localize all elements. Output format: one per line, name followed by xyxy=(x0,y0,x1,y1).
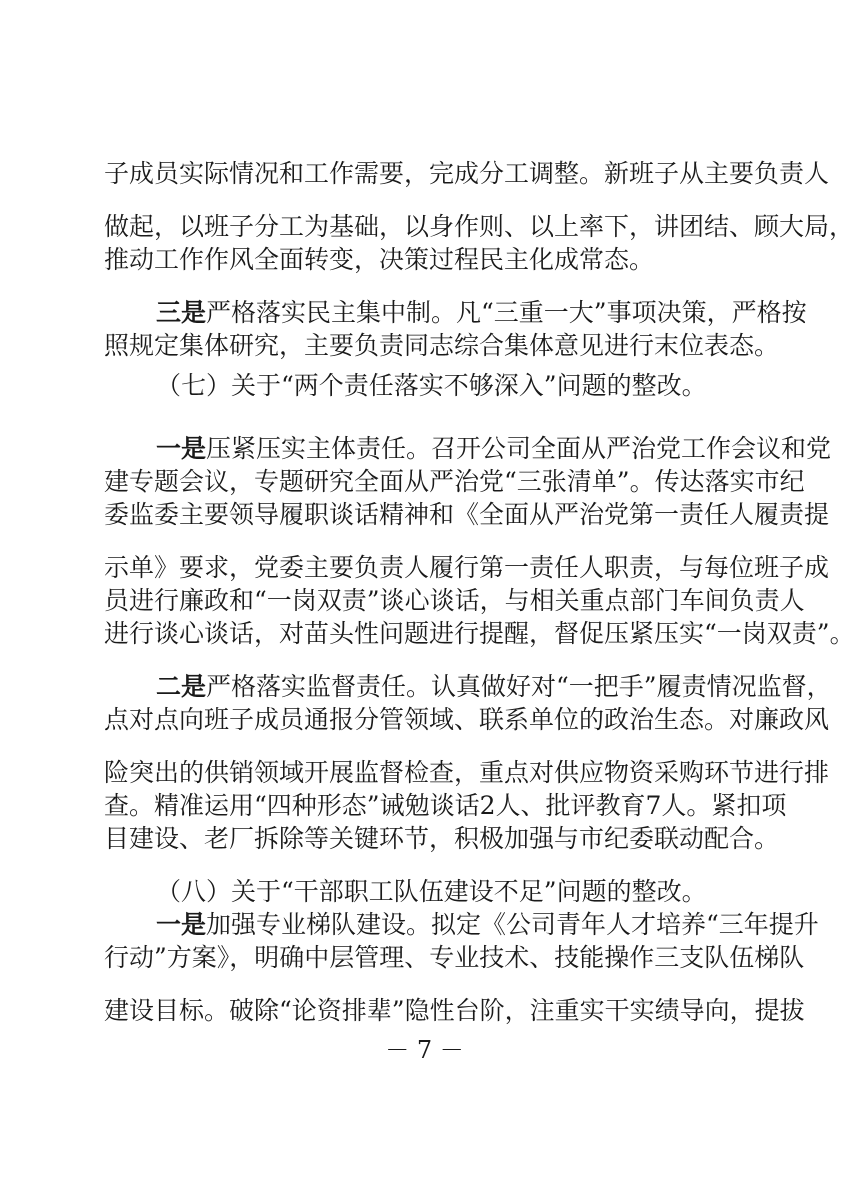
paragraph-first-line: 三是严格落实民主集中制。凡“三重一大”事项决策，严格按 xyxy=(156,298,807,327)
paragraph-lead: 二是 xyxy=(156,672,207,701)
body-text-line: 照规定集体研究，主要负责同志综合集体意见进行末位表态。 xyxy=(104,331,780,360)
paragraph-first-line: 二是严格落实监督责任。认真做好对“一把手”履责情况监督， xyxy=(156,672,832,701)
page-number: － 7 － xyxy=(385,1036,464,1064)
body-text-line: 子成员实际情况和工作需要，完成分工调整。新班子从主要负责人 xyxy=(104,159,830,188)
section-heading: （七）关于“两个责任落实不够深入”问题的整改。 xyxy=(156,371,707,400)
body-text-line: 委监委主要领导履职谈话精神和《全面从严治党第一责任人履责提 xyxy=(104,500,830,529)
section-heading: （八）关于“干部职工队伍建设不足”问题的整改。 xyxy=(156,877,707,906)
body-text-line: 建专题会议，专题研究全面从严治党“三张清单”。传达落实市纪 xyxy=(104,467,805,496)
body-text-line: 目建设、老厂拆除等关键环节，积极加强与市纪委联动配合。 xyxy=(104,824,780,853)
paragraph-lead: 三是 xyxy=(156,298,207,327)
paragraph-first-line: 一是压紧压实主体责任。召开公司全面从严治党工作会议和党 xyxy=(156,434,832,463)
body-text-line: 推动工作作风全面转变，决策过程民主化成常态。 xyxy=(104,245,655,274)
body-text-line: 行动”方案》，明确中层管理、专业技术、技能操作三支队伍梯队 xyxy=(104,943,805,972)
body-text-line: 建设目标。破除“论资排辈”隐性台阶，注重实干实绩导向，提拔 xyxy=(104,996,805,1025)
body-text-line: 做起，以班子分工为基础，以身作则、以上率下，讲团结、顾大局， xyxy=(104,212,855,241)
paragraph-first-line: 一是加强专业梯队建设。拟定《公司青年人才培养“三年提升 xyxy=(156,910,819,939)
body-text-line: 点对点向班子成员通报分管领域、联系单位的政治生态。对廉政风 xyxy=(104,705,830,734)
body-text-line: 员进行廉政和“一岗双责”谈心谈话，与相关重点部门车间负责人 xyxy=(104,586,805,615)
body-text-line: 示单》要求，党委主要负责人履行第一责任人职责，与每位班子成 xyxy=(104,553,830,582)
paragraph-lead: 一是 xyxy=(156,434,207,463)
body-text-line: 查。精准运用“四种形态”诫勉谈话2人、批评教育7人。紧扣项 xyxy=(104,791,787,820)
paragraph-lead: 一是 xyxy=(156,910,207,939)
body-text-line: 险突出的供销领域开展监督检查，重点对供应物资采购环节进行排 xyxy=(104,758,830,787)
body-text-line: 进行谈心谈话，对苗头性问题进行提醒，督促压紧压实“一岗双责”。 xyxy=(104,619,855,648)
